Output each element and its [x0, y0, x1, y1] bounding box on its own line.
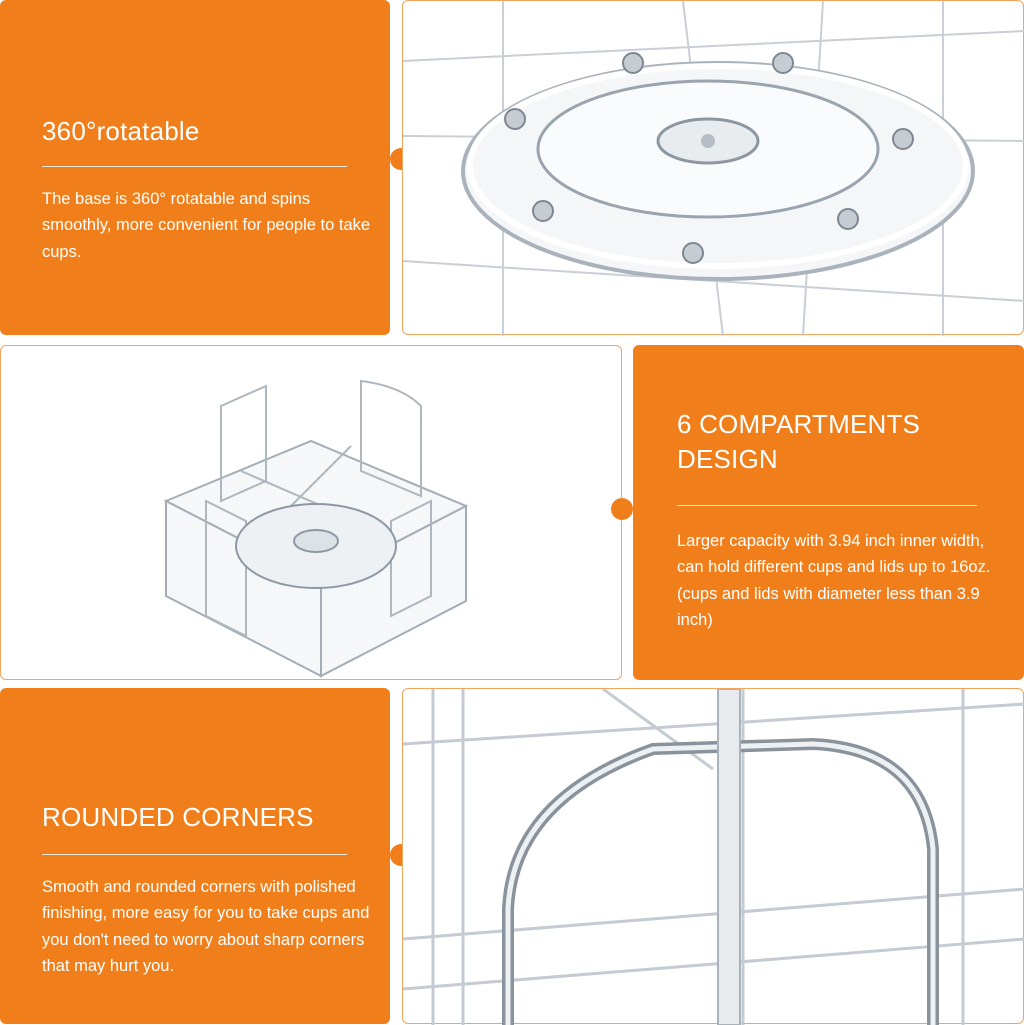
- divider-line: [42, 166, 347, 167]
- photo-rotating-base: [402, 0, 1024, 335]
- feature-description-rotatable: The base is 360° rotatable and spins smoothly, more convenient for people to take cups.: [42, 190, 371, 261]
- feature-title-compartments: 6 COMPARTMENTS DESIGN: [677, 409, 921, 475]
- pointer-notch: [611, 498, 633, 520]
- feature-panel-rotatable: [0, 0, 390, 335]
- feature-panel-compartments: [633, 345, 1024, 680]
- divider-line: [42, 854, 347, 855]
- photo-organizer-overview: [0, 345, 622, 680]
- feature-title-corners: ROUNDED CORNERS: [42, 802, 314, 832]
- divider-line: [677, 505, 977, 506]
- photo-rounded-corner: [402, 688, 1024, 1024]
- feature-title-rotatable: 360°rotatable: [42, 116, 200, 146]
- feature-description-compartments: Larger capacity with 3.94 inch inner width, can hold different cups and lids up to 16oz. (cups and lids with diameter less than 3.9 inch): [677, 532, 991, 630]
- rotating-base-illustration: [403, 1, 1024, 336]
- feature-description-corners: Smooth and rounded corners with polished finishing, more easy for you to take cups and you don't need to worry about sharp corners that may hurt you.: [42, 878, 370, 976]
- rounded-corner-illustration: [403, 689, 1024, 1025]
- organizer-illustration: [1, 346, 623, 681]
- feature-panel-corners: [0, 688, 390, 1024]
